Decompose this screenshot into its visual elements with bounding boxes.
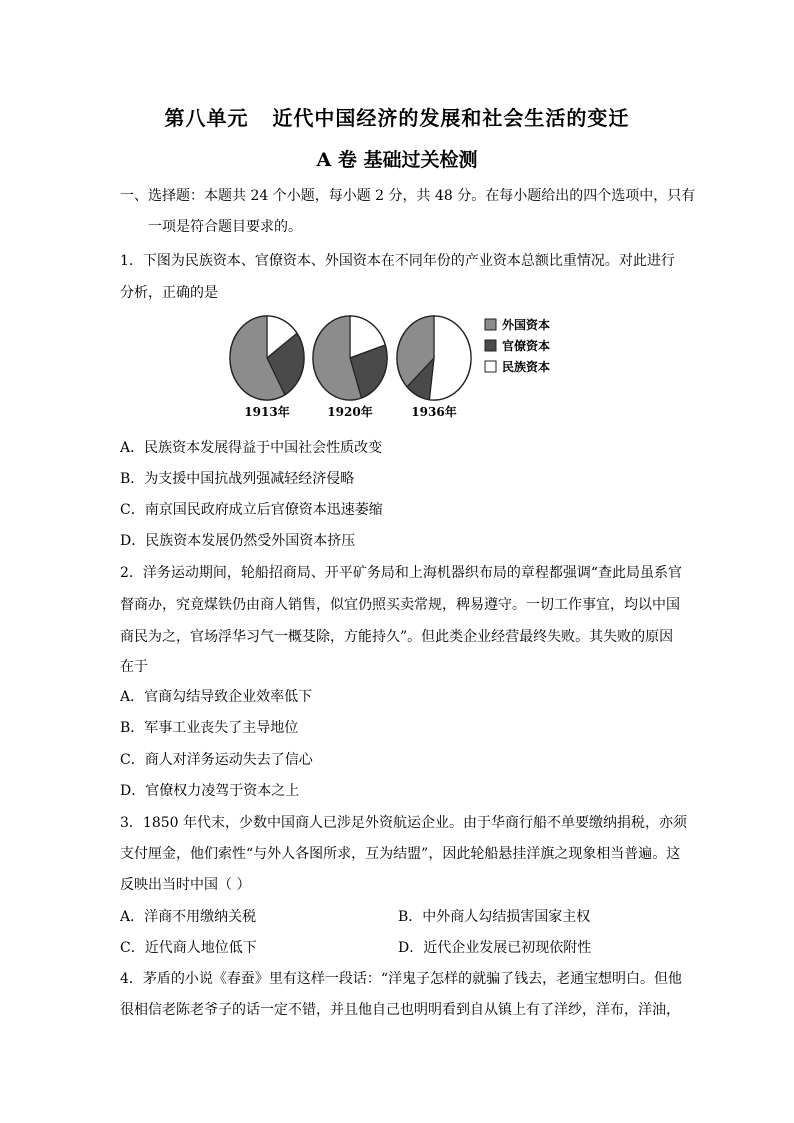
legend-swatch: [485, 340, 496, 351]
pie-year-label: 1920年: [327, 405, 373, 419]
question-2-stem: 2．洋务运动期间，轮船招商局、开平矿务局和上海机器织布局的章程都强调“查此局虽系官: [120, 565, 683, 581]
question-2-stem-cont: 督商办，究竟煤铁仍由商人销售，似宜仍照买卖常规，稗易遵守。一切工作事宜，均以中国: [120, 597, 680, 613]
question-3-stem-cont: 反映出当时中国（ ）: [120, 877, 251, 893]
page-subtitle: A 卷 基础过关检测: [316, 149, 478, 171]
pie-year-label: 1913年: [244, 405, 290, 419]
pie-slice-national-2: [429, 316, 471, 400]
question-1-stem-cont: 分析，正确的是: [120, 285, 218, 301]
question-1-option-d[interactable]: D．民族资本发展仍然受外国资本挤压: [120, 533, 356, 549]
section-instructions: 一、选择题：本题共 24 个小题，每小题 2 分，共 48 分。在每小题给出的四个选项中，只有: [120, 188, 696, 204]
question-2-option-a[interactable]: A．官商勾结导致企业效率低下: [120, 689, 313, 705]
question-2-stem-cont: 商民为之，官场浮华习气一概芟除，方能持久”。但此类企业经营最终失败。其失败的原因: [120, 629, 674, 645]
legend-label: 外国资本: [502, 318, 551, 332]
question-1-option-c[interactable]: C．南京国民政府成立后官僚资本迅速萎缩: [120, 502, 383, 518]
question-4-stem: 4．茅盾的小说《春蚕》里有这样一段话：“洋鬼子怎样的就骗了钱去，老通宝想明白。但他: [120, 971, 683, 987]
question-3-option-b[interactable]: B．中外商人勾结损害国家主权: [398, 909, 591, 925]
question-1-option-b[interactable]: B．为支援中国抗战列强减轻经济侵略: [120, 471, 355, 487]
page-title: 第八单元 近代中国经济的发展和社会生活的变迁: [164, 106, 630, 130]
pie-year-label: 1936年: [411, 405, 457, 419]
question-3-option-c[interactable]: C．近代商人地位低下: [120, 940, 257, 956]
question-2-stem-cont: 在于: [120, 659, 148, 675]
question-1-option-a[interactable]: A．民族资本发展得益于中国社会性质改变: [120, 440, 383, 456]
legend-swatch: [485, 319, 496, 330]
legend-label: 民族资本: [502, 360, 551, 374]
question-4-stem-cont: 很相信老陈老爷子的话一定不错，并且他自己也明明看到自从镇上有了洋纱，洋布，洋油，: [120, 1002, 680, 1018]
section-instructions-cont: 一项是符合题目要求的。: [148, 219, 302, 235]
question-2-option-d[interactable]: D．官僚权力凌驾于资本之上: [120, 783, 300, 799]
question-1-stem: 1．下图为民族资本、官僚资本、外国资本在不同年份的产业资本总额比重情况。对此进行: [120, 253, 675, 269]
pie-chart-figure: [228, 313, 568, 425]
question-3-stem: 3．1850 年代末，少数中国商人已涉足外资航运企业。由于华商行船不单要缴纳捐税，亦须: [120, 815, 687, 831]
question-3-option-d[interactable]: D．近代企业发展已初现依附性: [398, 940, 592, 956]
question-3-stem-cont: 支付厘金，他们索性“与外人各图所求，互为结盟”，因此轮船悬挂洋旗之现象相当普遍。这: [120, 846, 681, 862]
legend-swatch: [485, 361, 496, 372]
question-2-option-b[interactable]: B．军事工业丧失了主导地位: [120, 720, 299, 736]
legend-label: 官僚资本: [502, 339, 551, 353]
question-2-option-c[interactable]: C．商人对洋务运动失去了信心: [120, 752, 313, 768]
question-3-option-a[interactable]: A．洋商不用缴纳关税: [120, 909, 257, 925]
